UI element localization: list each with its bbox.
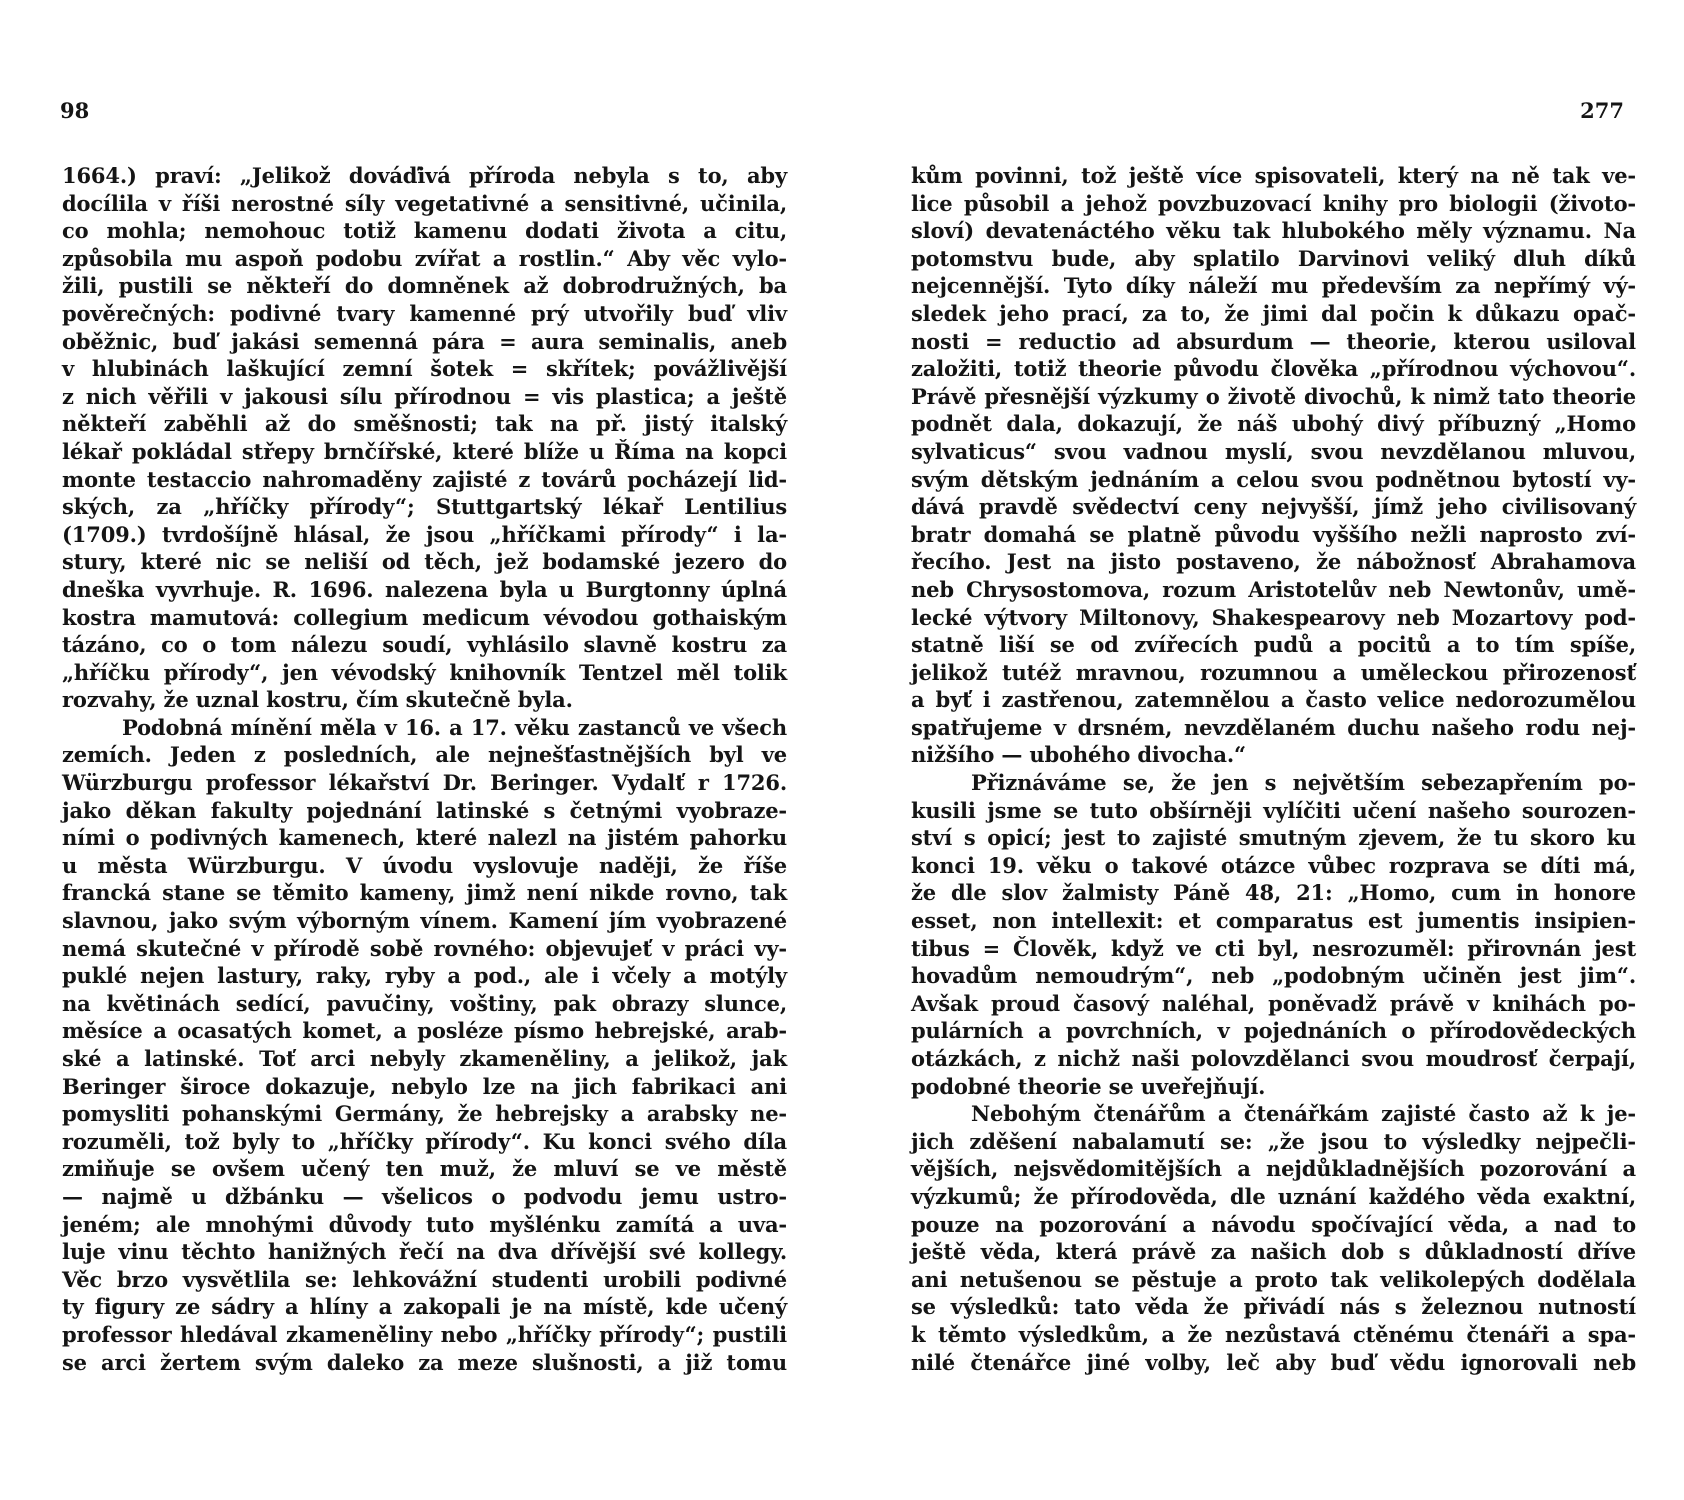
text-line: pouze na pozorování a návodu spočívající věda, a nad to — [911, 1211, 1636, 1237]
text-line: řecího. Jest na jisto postaveno, že nábožnosť Abrahamova — [911, 549, 1636, 575]
text-line: nilé čtenářce jiné volby, leč aby buď vědu ignorovali neb — [911, 1349, 1636, 1375]
text-line: sloví) devatenáctého věku tak hlubokého měly významu. Na — [911, 218, 1636, 244]
text-line: spatřujeme v drsném, nevzdělaném duchu našeho rodu nej- — [911, 714, 1636, 740]
text-line: dneška vyvrhuje. R. 1696. nalezena byla u Burgtonny úplná — [62, 576, 787, 602]
text-line: vějších, nejsvědomitějších a nejdůkladnějších pozorování a — [911, 1156, 1636, 1182]
text-line: Würzburgu professor lékařství Dr. Beringer. Vydalť r 1726. — [62, 770, 787, 796]
text-line: někteří zaběhli až do směšnosti; tak na př. jistý italský — [62, 411, 787, 437]
text-line: Beringer široce dokazuje, nebylo lze na jich fabrikaci ani — [62, 1073, 787, 1099]
text-line: pomysliti pohanskými Germány, že hebrejsky a arabsky ne- — [62, 1101, 787, 1127]
right-page — [842, 0, 1684, 1500]
text-line: bratr domahá se platně původu vyššího nežli naprosto zví- — [911, 521, 1636, 547]
text-line: ty figury ze sádry a hlíny a zakopali je na místě, kde učený — [62, 1294, 787, 1320]
text-line: ství s opicí; jest to zajisté smutným zjevem, že tu skoro ku — [911, 825, 1636, 851]
text-line: výzkumů; že přírodověda, dle uznání každého věda exaktní, — [911, 1183, 1636, 1209]
text-line: Nebohým čtenářům a čtenářkám zajisté často až k je- — [971, 1101, 1636, 1127]
text-line: puklé nejen lastury, raky, ryby a pod., ale i včely a motýly — [62, 963, 787, 989]
text-line: sledek jeho prací, za to, že jimi dal počin k důkazu opač- — [911, 300, 1636, 326]
text-line: pověrečných: podivné tvary kamenné prý utvořily buď vliv — [62, 300, 787, 326]
text-line: slavnou, jako svým výborným vínem. Kamení jím vyobrazené — [62, 908, 787, 934]
text-line: potomstvu bude, aby splatilo Darvinovi veliký dluh díků — [911, 245, 1636, 271]
text-line: Avšak proud časový naléhal, poněvadž právě v knihách po- — [911, 990, 1636, 1016]
text-line: rozvahy, že uznal kostru, čím skutečně byla. — [62, 687, 573, 713]
left-page-text — [62, 162, 787, 1376]
text-line: jich zděšení nabalamutí se: „že jsou to výsledky nejpečli- — [911, 1128, 1636, 1154]
text-line: statně liší se od zvířecích pudů a pocitů a to tím spíše, — [911, 632, 1636, 658]
text-line: francká stane se těmito kameny, jimž není nikde rovno, tak — [62, 880, 787, 906]
text-line: professor hledával zkameněliny nebo „hříčky přírody“; pustili — [62, 1321, 787, 1347]
text-line: nosti = reductio ad absurdum — theorie, kterou usiloval — [911, 328, 1636, 354]
text-line: jako děkan fakulty pojednání latinské s četnými vyobraze- — [62, 797, 787, 823]
text-line: docílila v říši nerostné síly vegetativné a sensitivné, učinila, — [62, 190, 787, 216]
text-line: 1664.) praví: „Jelikož dováďivá příroda nebyla s to, aby — [62, 163, 787, 188]
text-line: podnět dala, dokazují, že náš ubohý divý příbuzný „Homo — [911, 411, 1636, 437]
text-line: tibus = Člověk, když ve cti byl, nesrozuměl: přirovnán jest — [911, 935, 1636, 961]
text-line: způsobila mu aspoň podobu zvířat a rostlin.“ Aby věc vylo- — [62, 245, 787, 271]
text-line: (1709.) tvrdošíjně hlásal, že jsou „hříčkami přírody“ i la- — [62, 521, 787, 547]
text-line: že dle slov žalmisty Páně 48, 21: „Homo, cum in honore — [911, 880, 1636, 906]
text-line: otázkách, z nichž naši polovzdělanci svou moudrosť čerpají, — [911, 1046, 1636, 1071]
text-line: založiti, totiž theorie původu člověka „přírodnou výchovou“. — [911, 356, 1636, 382]
text-line: kostra mamutová: collegium medicum vévodou gothaiským — [62, 604, 787, 630]
text-line: Přiznáváme se, že jen s největším sebezapřením po- — [971, 770, 1636, 796]
text-line: v hlubinách laškující zemní šotek = skřítek; povážlivější — [62, 356, 787, 382]
text-line: lékař pokládal střepy brnčířské, které blíže u Říma na kopci — [62, 438, 787, 464]
text-line: rozuměli, tož byly to „hříčky přírody“. Ku konci svého díla — [62, 1128, 787, 1154]
text-line: měsíce a ocasatých komet, a posléze písmo hebrejské, arab- — [62, 1018, 787, 1044]
text-line: nižšího — ubohého divocha.“ — [911, 742, 1246, 768]
text-line: oběžnic, buď jakási semenná pára = aura seminalis, aneb — [62, 328, 787, 354]
text-line: monte testaccio nahromaděny zajisté z továrů pocházejí lid- — [62, 466, 787, 492]
text-line: Věc brzo vysvětlila se: lehkovážní studenti urobili podivné — [62, 1266, 787, 1292]
text-line: ještě věda, která právě za našich dob s důkladností dříve — [911, 1239, 1636, 1265]
text-line: se arci žertem svým daleko za meze slušnosti, a již tomu — [62, 1349, 787, 1375]
text-line: z nich věřili v jakousi sílu přírodnou = vis plastica; a ještě — [62, 383, 787, 409]
right-page-number: 277 — [1580, 98, 1624, 123]
text-line: k těmto výsledkům, a že nezůstavá ctěnému čtenáři a spa- — [911, 1321, 1636, 1347]
text-line: nejcennější. Tyto díky náleží mu především za nepřímý vý- — [911, 273, 1636, 299]
text-line: žili, pustili se někteří do domněnek až dobrodružných, ba — [62, 273, 787, 299]
text-line: kusili jsme se tuto obšírněji vylíčiti učení našeho sourozen- — [911, 797, 1636, 823]
text-line: podobné theorie se uveřejňují. — [911, 1073, 1266, 1099]
text-line: se výsledků: tato věda že přivádí nás s železnou nutností — [911, 1294, 1636, 1320]
text-line: ani netušenou se pěstuje a proto tak velikolepých dodělala — [911, 1266, 1636, 1292]
text-line: zemích. Jeden z posledních, ale nejnešťastnějších byl ve — [62, 742, 787, 768]
text-line: ními o podivných kamenech, které nalezl na jistém pahorku — [62, 825, 787, 851]
text-line: luje vinu těchto hanižných řečí na dva dřívější své kollegy. — [62, 1239, 787, 1265]
text-line: co mohla; nemohouc totiž kamenu dodati života a citu, — [62, 218, 787, 244]
text-line: lice působil a jehož povzbuzovací knihy pro biologii (životo- — [911, 190, 1636, 216]
text-line: tázáno, co o tom nálezu soudí, vyhlásilo slavně kostru za — [62, 632, 787, 658]
text-line: ských, za „hříčky přírody“; Stuttgartský lékař Lentilius — [62, 494, 787, 520]
text-line: stury, které nic se neliší od těch, jež bodamské jezero do — [62, 549, 787, 575]
text-line: dává pravdě svědectví ceny nejvyšší, jímž jeho civilisovaný — [911, 494, 1636, 520]
text-line: na květinách sedící, pavučiny, voštiny, pak obrazy slunce, — [62, 990, 787, 1016]
text-line: nemá skutečné v přírodě sobě rovného: objevujeť v práci vy- — [62, 935, 787, 961]
text-line: Právě přesnější výzkumy o životě divochů, k nimž tato theorie — [911, 383, 1636, 409]
text-line: svým dětským jednáním a celou svou podnětnou bytostí vy- — [911, 466, 1636, 492]
text-line: hovadům nemoudrým“, neb „podobným učiněn jest jim“. — [911, 963, 1636, 989]
text-line: pulárních a povrchních, v pojednáních o přírodovědeckých — [911, 1018, 1636, 1044]
text-line: — najmě u džbánku — všelicos o podvodu jemu ustro- — [62, 1183, 787, 1209]
text-line: kům povinni, tož ještě více spisovateli, který na ně tak ve- — [911, 163, 1636, 188]
text-line: lecké výtvory Miltonovy, Shakespearovy neb Mozartovy pod- — [911, 604, 1636, 630]
text-line: Podobná mínění měla v 16. a 17. věku zastanců ve všech — [122, 714, 787, 740]
text-line: a byť i zastřenou, zatemnělou a často velice nedorozumělou — [911, 687, 1636, 713]
text-line: neb Chrysostomova, rozum Aristotelův neb Newtonův, umě- — [911, 576, 1636, 602]
text-line: „hříčku přírody“, jen vévodský knihovník Tentzel měl tolik — [62, 659, 787, 685]
text-line: jelikož tutéž mravnou, rozumnou a uměleckou přirozenosť — [911, 659, 1636, 685]
left-page-number: 98 — [60, 98, 90, 123]
text-line: zmiňuje se ovšem učený ten muž, že mluví se ve městě — [62, 1156, 787, 1182]
text-line: sylvaticus“ svou vadnou myslí, svou nevzdělanou mluvou, — [911, 438, 1636, 464]
text-line: u města Würzburgu. V úvodu vyslovuje naději, že říše — [62, 852, 787, 878]
text-line: ské a latinské. Toť arci nebyly zkameněliny, a jelikož, jak — [62, 1046, 787, 1071]
text-line: konci 19. věku o takové otázce vůbec rozprava se díti má, — [911, 852, 1636, 878]
text-line: esset, non intellexit: et comparatus est jumentis insipien- — [911, 908, 1636, 934]
text-line: jeném; ale mnohými důvody tuto myšlénku zamítá a uva- — [62, 1211, 787, 1237]
right-page-text — [911, 162, 1636, 1376]
